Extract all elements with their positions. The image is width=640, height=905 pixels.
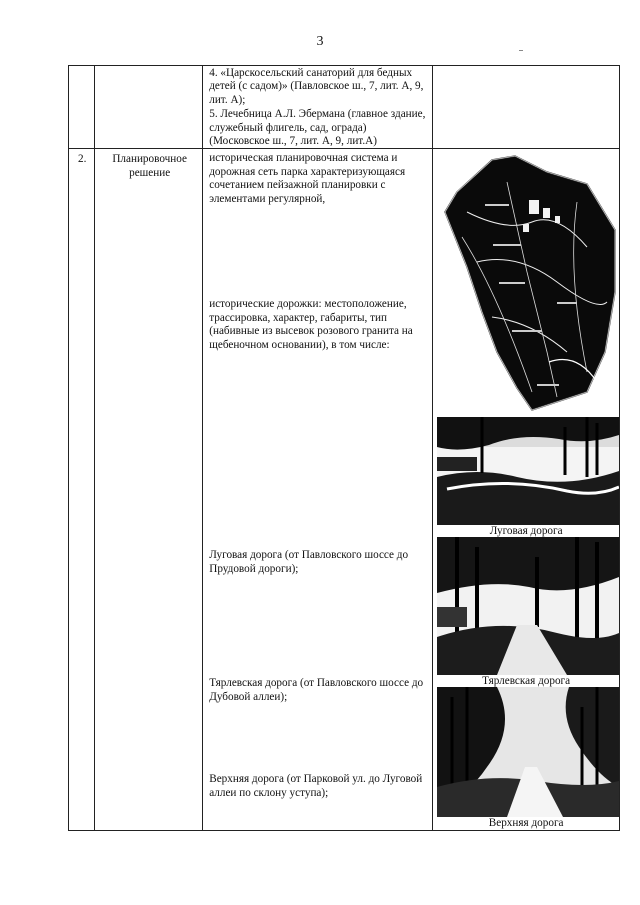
road-photo-lugovaya [437,417,619,525]
row-number: 2. [78,153,87,166]
road-photo-tyarlevskaya [437,537,619,675]
row-name: Планировочное решение [112,153,187,179]
paragraph: Верхняя дорога (от Парковой ул. до Луговой аллеи по склону уступа); [209,773,423,799]
monument-table [68,65,620,831]
row-image-cell [432,149,619,831]
list-item: 4. «Царскосельский санаторий для бедных детей (с садом)» (Павловское ш., 7, лит. А, 9, лит. А); [209,67,424,106]
list-item: 5. Лечебница А.Л. Эбермана (главное здание, служебный флигель, сад, ограда) (Московское ш., 7, лит. А, 9, лит.А) [209,108,426,148]
paragraph: историческая планировочная система и дорожная сеть парка характеризующаяся сочетанием пейзажной планировки с элементами регулярной, [209,152,406,205]
paragraph: Тярлевская дорога (от Павловского шоссе до Дубовой аллеи); [209,677,424,703]
photo-caption: Тярлевская дорога [482,675,571,688]
paragraph: исторические дорожки: местоположение, трассировка, характер, габариты, тип (набивные из высевок розового гранита на щебеночном основании), в том числе: [209,298,413,351]
row-number-cell [69,149,95,831]
row-name-cell [95,66,203,149]
row-description-cell [203,66,432,149]
row-description-cell [203,149,432,831]
table-row [69,149,620,831]
table-row [69,66,620,149]
page-number: 3 [316,34,324,49]
paragraph: Луговая дорога (от Павловского шоссе до Прудовой дороги); [209,549,409,575]
road-photo-verkhnyaya [437,687,619,817]
row-name-cell [95,149,203,831]
row-number-cell [69,66,95,149]
photo-caption: Луговая дорога [489,525,563,538]
park-plan-map [437,152,619,414]
photo-caption: Верхняя дорога [488,817,564,830]
scan-mark [519,50,523,51]
row-image-cell [432,66,619,149]
